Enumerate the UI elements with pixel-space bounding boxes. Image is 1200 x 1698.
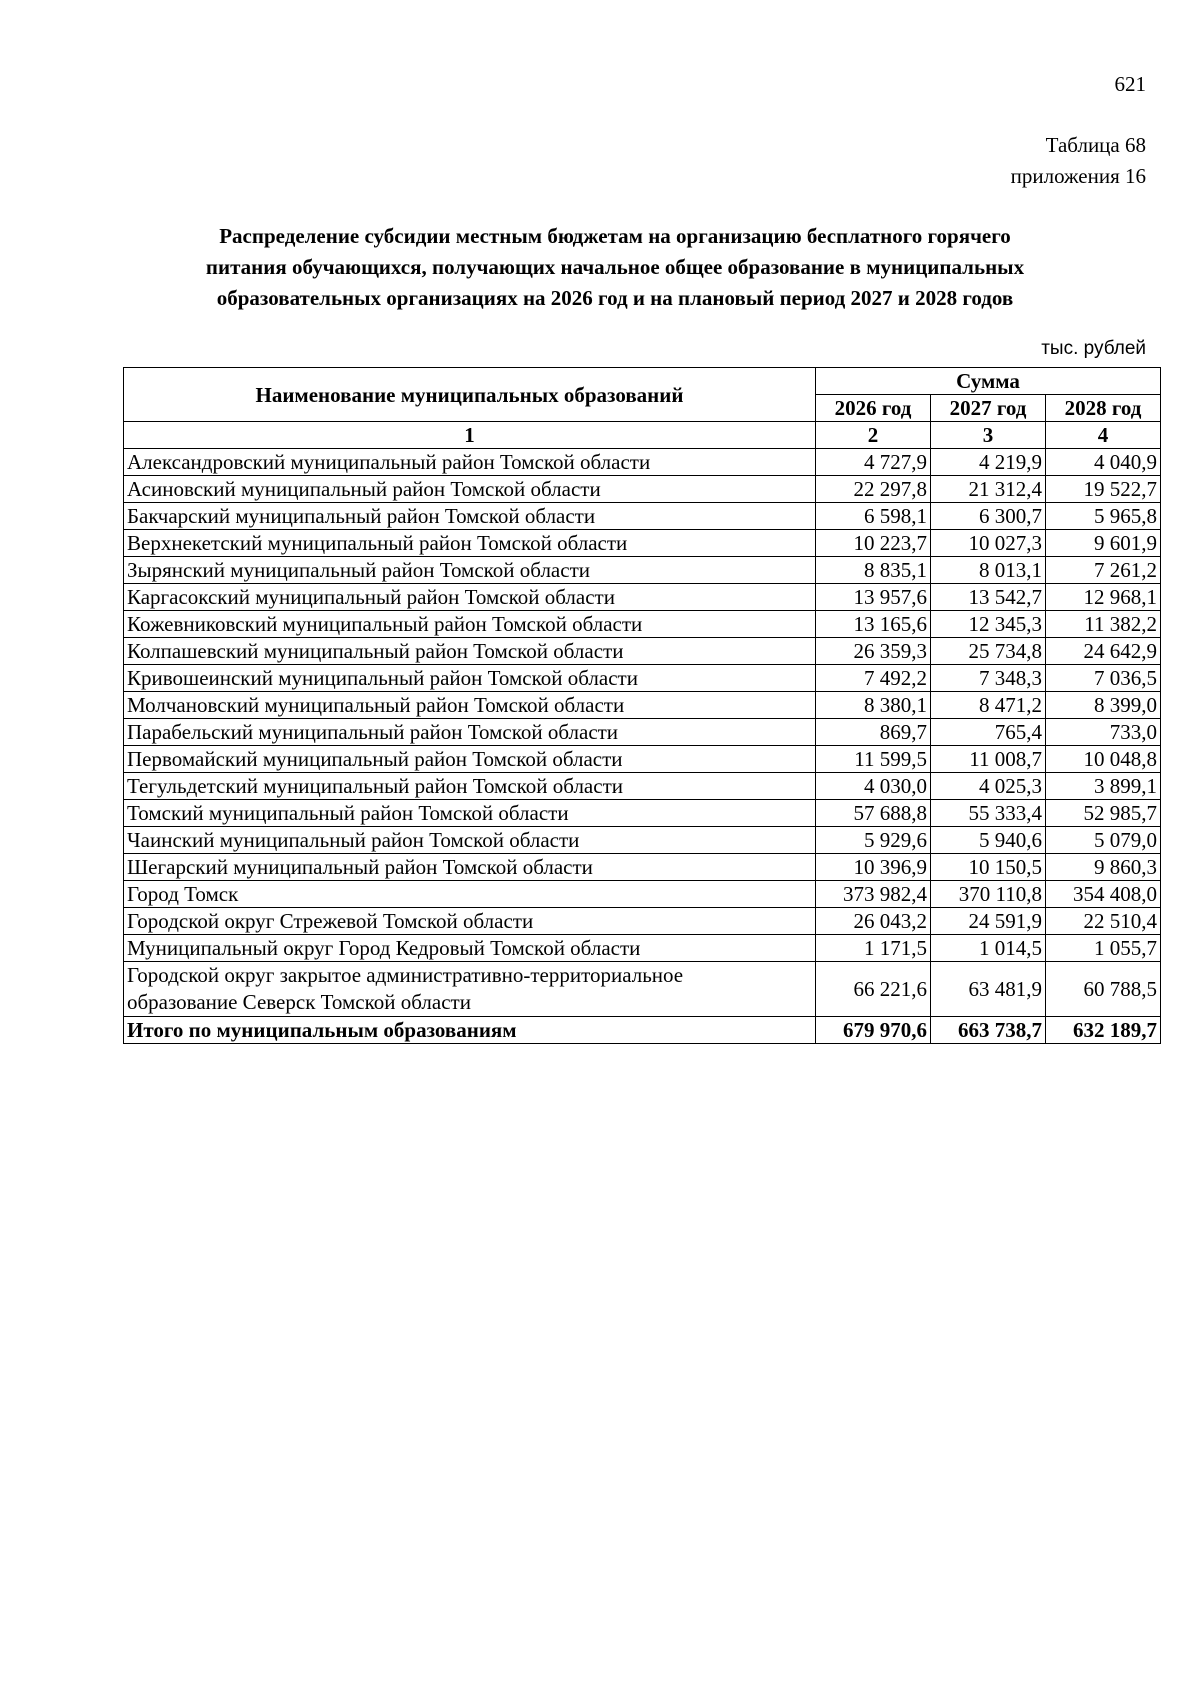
table-row (124, 611, 1161, 638)
value-2028: 5 079,0 (1046, 827, 1161, 854)
caption-table-number: Таблица 68 (1045, 133, 1146, 157)
value-2026: 26 359,3 (816, 638, 931, 665)
total-row (124, 1017, 1161, 1044)
value-2026: 8 380,1 (816, 692, 931, 719)
municipality-name: Шегарский муниципальный район Томской области (124, 854, 816, 881)
value-2026: 22 297,8 (816, 476, 931, 503)
value-2027: 4 219,9 (931, 449, 1046, 476)
table-row (124, 854, 1161, 881)
value-2027: 8 013,1 (931, 557, 1046, 584)
table-row (124, 935, 1161, 962)
table-row (124, 827, 1161, 854)
title-line: Распределение субсидии местным бюджетам на организацию бесплатного горячего (219, 224, 1011, 248)
value-2028: 3 899,1 (1046, 773, 1161, 800)
municipality-name: Кривошеинский муниципальный район Томской области (124, 665, 816, 692)
subsidy-table (123, 367, 1161, 1044)
value-2026: 6 598,1 (816, 503, 931, 530)
municipality-name: Первомайский муниципальный район Томской области (124, 746, 816, 773)
municipality-name: Томский муниципальный район Томской области (124, 800, 816, 827)
municipality-name: Город Томск (124, 881, 816, 908)
value-2026: 5 929,6 (816, 827, 931, 854)
table-row (124, 692, 1161, 719)
caption-appendix: приложения 16 (1010, 164, 1146, 188)
table-row (124, 638, 1161, 665)
value-2026: 7 492,2 (816, 665, 931, 692)
document-title (90, 221, 1140, 314)
total-2026: 679 970,6 (816, 1017, 931, 1044)
total-label: Итого по муниципальным образованиям (124, 1017, 816, 1044)
value-2027: 21 312,4 (931, 476, 1046, 503)
header-year-2026: 2026 год (816, 395, 931, 422)
value-2027: 25 734,8 (931, 638, 1046, 665)
value-2026: 4 727,9 (816, 449, 931, 476)
table-row (124, 800, 1161, 827)
value-2026: 869,7 (816, 719, 931, 746)
value-2026: 13 957,6 (816, 584, 931, 611)
value-2028: 1 055,7 (1046, 935, 1161, 962)
total-2027: 663 738,7 (931, 1017, 1046, 1044)
title-line: питания обучающихся, получающих начальное общее образование в муниципальных (205, 255, 1025, 279)
value-2027: 1 014,5 (931, 935, 1046, 962)
municipality-name: Городской округ Стрежевой Томской области (124, 908, 816, 935)
municipality-name-line: Городской округ закрытое административно-территориальное (127, 963, 684, 987)
municipality-name (124, 962, 816, 1017)
value-2028: 52 985,7 (1046, 800, 1161, 827)
value-2027: 4 025,3 (931, 773, 1046, 800)
value-2027: 55 333,4 (931, 800, 1046, 827)
value-2028: 7 261,2 (1046, 557, 1161, 584)
municipality-name: Колпашевский муниципальный район Томской области (124, 638, 816, 665)
value-2026: 4 030,0 (816, 773, 931, 800)
table-caption (1011, 130, 1146, 192)
value-2028: 733,0 (1046, 719, 1161, 746)
value-2026: 1 171,5 (816, 935, 931, 962)
value-2028: 12 968,1 (1046, 584, 1161, 611)
table-row (124, 881, 1161, 908)
municipality-name: Кожевниковский муниципальный район Томской области (124, 611, 816, 638)
table-row (124, 908, 1161, 935)
municipality-name: Верхнекетский муниципальный район Томской области (124, 530, 816, 557)
municipality-name: Бакчарский муниципальный район Томской области (124, 503, 816, 530)
value-2028: 22 510,4 (1046, 908, 1161, 935)
value-2028: 5 965,8 (1046, 503, 1161, 530)
title-line: образовательных организациях на 2026 год и на плановый период 2027 и 2028 годов (216, 286, 1014, 310)
municipality-name: Муниципальный округ Город Кедровый Томской области (124, 935, 816, 962)
table-row (124, 557, 1161, 584)
value-2028: 60 788,5 (1046, 962, 1161, 1017)
table-row (124, 962, 1161, 1017)
value-2028: 9 860,3 (1046, 854, 1161, 881)
value-2027: 12 345,3 (931, 611, 1046, 638)
header-year-2027: 2027 год (931, 395, 1046, 422)
value-2027: 24 591,9 (931, 908, 1046, 935)
municipality-name: Чаинский муниципальный район Томской области (124, 827, 816, 854)
value-2026: 373 982,4 (816, 881, 931, 908)
table-row (124, 773, 1161, 800)
value-2028: 8 399,0 (1046, 692, 1161, 719)
value-2028: 10 048,8 (1046, 746, 1161, 773)
value-2027: 63 481,9 (931, 962, 1046, 1017)
municipality-name: Тегульдетский муниципальный район Томской области (124, 773, 816, 800)
value-2027: 10 150,5 (931, 854, 1046, 881)
value-2027: 11 008,7 (931, 746, 1046, 773)
column-index: 4 (1046, 422, 1161, 449)
value-2028: 9 601,9 (1046, 530, 1161, 557)
municipality-name: Молчановский муниципальный район Томской области (124, 692, 816, 719)
table-row (124, 530, 1161, 557)
value-2027: 765,4 (931, 719, 1046, 746)
total-2028: 632 189,7 (1046, 1017, 1161, 1044)
municipality-name: Асиновский муниципальный район Томской области (124, 476, 816, 503)
header-year-2028: 2028 год (1046, 395, 1161, 422)
municipality-name: Александровский муниципальный район Томской области (124, 449, 816, 476)
value-2027: 10 027,3 (931, 530, 1046, 557)
value-2028: 19 522,7 (1046, 476, 1161, 503)
value-2028: 11 382,2 (1046, 611, 1161, 638)
column-index: 2 (816, 422, 931, 449)
value-2026: 8 835,1 (816, 557, 931, 584)
page-number: 621 (1114, 72, 1146, 96)
header-sum: Сумма (816, 368, 1161, 395)
value-2026: 10 396,9 (816, 854, 931, 881)
column-index: 1 (124, 422, 816, 449)
value-2028: 24 642,9 (1046, 638, 1161, 665)
value-2026: 26 043,2 (816, 908, 931, 935)
municipality-name: Каргасокский муниципальный район Томской области (124, 584, 816, 611)
value-2027: 6 300,7 (931, 503, 1046, 530)
municipality-name-line: образование Северск Томской области (127, 990, 471, 1014)
value-2026: 13 165,6 (816, 611, 931, 638)
table-row (124, 503, 1161, 530)
column-index-row (124, 422, 1161, 449)
value-2027: 5 940,6 (931, 827, 1046, 854)
value-2027: 8 471,2 (931, 692, 1046, 719)
municipality-name: Парабельский муниципальный район Томской области (124, 719, 816, 746)
value-2028: 4 040,9 (1046, 449, 1161, 476)
value-2027: 7 348,3 (931, 665, 1046, 692)
table-row (124, 449, 1161, 476)
value-2028: 7 036,5 (1046, 665, 1161, 692)
table-row (124, 476, 1161, 503)
value-2027: 13 542,7 (931, 584, 1046, 611)
table-row (124, 746, 1161, 773)
value-2026: 11 599,5 (816, 746, 931, 773)
header-municipality: Наименование муниципальных образований (124, 368, 816, 422)
value-2027: 370 110,8 (931, 881, 1046, 908)
column-index: 3 (931, 422, 1046, 449)
table-row (124, 584, 1161, 611)
units-label: тыс. рублей (1041, 338, 1146, 359)
table-row (124, 719, 1161, 746)
value-2026: 57 688,8 (816, 800, 931, 827)
value-2026: 10 223,7 (816, 530, 931, 557)
municipality-name: Зырянский муниципальный район Томской области (124, 557, 816, 584)
table-row (124, 665, 1161, 692)
value-2026: 66 221,6 (816, 962, 931, 1017)
value-2028: 354 408,0 (1046, 881, 1161, 908)
